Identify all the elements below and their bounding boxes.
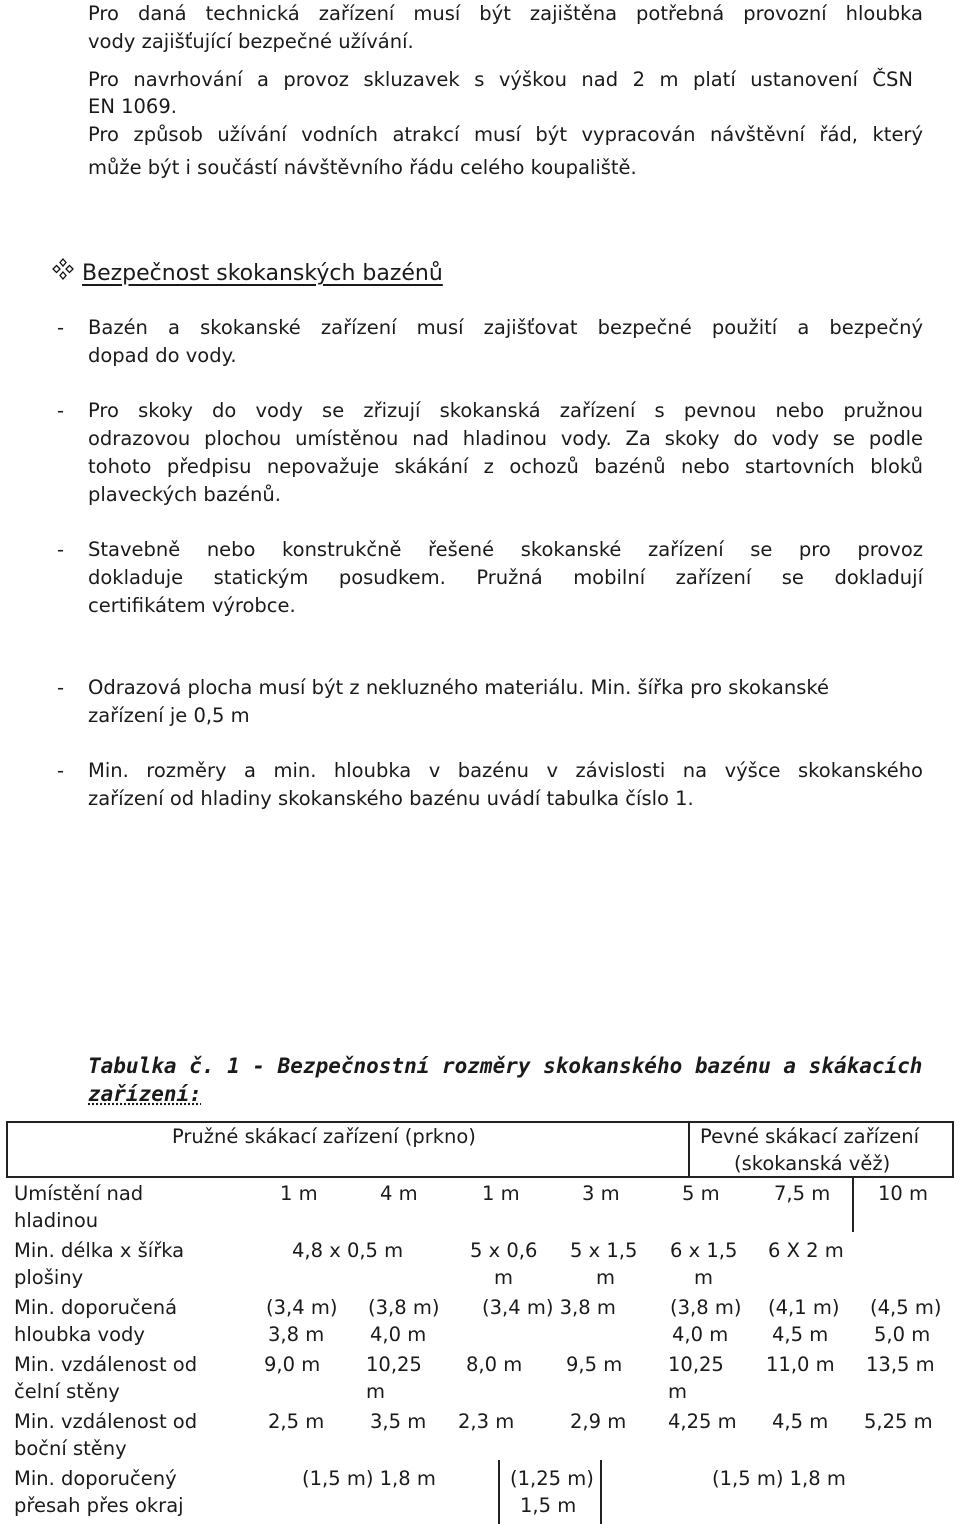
table-cell: 2,5 m [268, 1410, 325, 1433]
section-heading [52, 258, 443, 290]
table-divider-10m [852, 1176, 854, 1232]
item-2-dash: - [57, 399, 65, 422]
table-header-fixed-line-2: (skokanská věž) [734, 1152, 891, 1175]
table-cell: (1,5 m) 1,8 m [302, 1467, 436, 1490]
table-cell: (3,8 m) [670, 1296, 742, 1319]
item-4-dash: - [57, 676, 65, 699]
row-depth-label-1: Min. doporučená [14, 1296, 178, 1319]
table-cell: (3,4 m) [266, 1296, 338, 1319]
table-cell: 3,5 m [370, 1410, 427, 1433]
row-height-label-2: hladinou [14, 1209, 99, 1232]
table-cell: 13,5 m [866, 1353, 935, 1376]
table-cell: 1,5 m [520, 1494, 577, 1517]
table-cell: (1,25 m) [510, 1467, 594, 1490]
item-1-line-2: dopad do vody. [88, 344, 237, 367]
row-size-label-2: plošiny [14, 1266, 84, 1289]
table-cell: 8,0 m [466, 1353, 523, 1376]
row-size-label-1: Min. délka x šířka [14, 1239, 185, 1262]
table-divider-header [688, 1121, 690, 1177]
table-cell: 4,5 m [772, 1410, 829, 1433]
item-3-line-1: Stavebně nebo konstrukčně řešené skokanské zařízení se pro provoz [88, 538, 923, 561]
row-side-label-1: Min. vzdálenost od [14, 1410, 198, 1433]
item-3-line-3: certifikátem výrobce. [88, 594, 296, 617]
table-cell: 5 x 1,5 [570, 1239, 638, 1262]
item-1-line-1: Bazén a skokanské zařízení musí zajišťovat bezpečné použití a bezpečný [88, 316, 923, 339]
table-cell: 4,5 m [772, 1323, 829, 1346]
table-cell: (1,5 m) 1,8 m [712, 1467, 846, 1490]
table-cell: 5,25 m [864, 1410, 933, 1433]
table-cell: 9,5 m [566, 1353, 623, 1376]
paragraph-2-line-2: EN 1069. [88, 95, 177, 118]
item-2-line-1: Pro skoky do vody se zřizují skokanská zařízení s pevnou nebo pružnou [88, 399, 923, 422]
item-1-dash: - [57, 316, 65, 339]
table-cell: (4,5 m) [870, 1296, 942, 1319]
table-cell: 5,0 m [874, 1323, 931, 1346]
table-cell: 6 X 2 m [768, 1239, 844, 1262]
paragraph-3-line-1: Pro způsob užívání vodních atrakcí musí být vypracován návštěvní řád, který [88, 123, 923, 146]
item-5-dash: - [57, 759, 65, 782]
item-5-line-2: zařízení od hladiny skokanského bazénu uvádí tabulka číslo 1. [88, 787, 694, 810]
paragraph-1-line-1: Pro daná technická zařízení musí být zajištěna potřebná provozní hloubka [88, 2, 923, 25]
table-cell: (4,1 m) [768, 1296, 840, 1319]
table-border-right-top [952, 1121, 954, 1177]
section-title: Bezpečnost skokanských bazénů [82, 261, 443, 286]
table-cell: (3,4 m) 3,8 m [482, 1296, 616, 1319]
table-cell: 4,0 m [672, 1323, 729, 1346]
row-front-label-2: čelní stěny [14, 1380, 120, 1403]
row-overhang-label-1: Min. doporučený [14, 1467, 177, 1490]
table-cell: 2,9 m [570, 1410, 627, 1433]
table-cell: 4 m [380, 1182, 418, 1205]
item-4-line-1: Odrazová plocha musí být z nekluzného materiálu. Min. šířka pro skokanské [88, 676, 829, 699]
table-caption-line-1: Tabulka č. 1 - Bezpečnostní rozměry skokanského bazénu a skákacích [88, 1054, 923, 1078]
table-cell: 4,8 x 0,5 m [292, 1239, 404, 1262]
item-2-line-3: tohoto předpisu nepovažuje skákání z ochozů bazénů nebo startovních bloků [88, 455, 923, 478]
table-cell: 4,25 m [668, 1410, 737, 1433]
table-cell: (3,8 m) [368, 1296, 440, 1319]
paragraph-2-line-1: Pro navrhování a provoz skluzavek s výškou nad 2 m platí ustanovení ČSN [88, 68, 913, 91]
table-cell: 11,0 m [766, 1353, 835, 1376]
paragraph-3-line-2: může být i součástí návštěvního řádu celého koupaliště. [88, 156, 637, 179]
table-cell: m [694, 1266, 713, 1289]
row-overhang-label-2: přesah přes okraj [14, 1494, 184, 1517]
row-depth-label-2: hloubka vody [14, 1323, 145, 1346]
table-cell: 9,0 m [264, 1353, 321, 1376]
table-cell: 3,8 m [268, 1323, 325, 1346]
table-cell: 10 m [878, 1182, 929, 1205]
table-cell: 4,0 m [370, 1323, 427, 1346]
table-header-spring: Pružné skákací zařízení (prkno) [172, 1125, 476, 1148]
item-3-line-2: dokladuje statickým posudkem. Pružná mobilní zařízení se dokladují [88, 566, 923, 589]
table-cell: 1 m [482, 1182, 520, 1205]
item-2-line-2: odrazovou plochou umístěnou nad hladinou vody. Za skoky do vody se podle [88, 427, 923, 450]
table-cell: 3 m [582, 1182, 620, 1205]
table-cell: 10,25 [668, 1353, 724, 1376]
table-cell: 5 m [682, 1182, 720, 1205]
table-cell: 1 m [280, 1182, 318, 1205]
paragraph-1-line-2: vody zajišťující bezpečné užívání. [88, 30, 414, 53]
table-cell: 7,5 m [774, 1182, 831, 1205]
item-2-line-4: plaveckých bazénů. [88, 483, 281, 506]
table-cell: 6 x 1,5 [670, 1239, 738, 1262]
row-side-label-2: boční stěny [14, 1437, 127, 1460]
table-cell: m [668, 1380, 687, 1403]
table-cell: 5 x 0,6 [470, 1239, 538, 1262]
item-3-dash: - [57, 538, 65, 561]
table-cell: 10,25 [366, 1353, 422, 1376]
table-divider-overhang-2 [600, 1460, 602, 1524]
table-divider-overhang-1 [498, 1460, 500, 1524]
table-border-left-top [6, 1121, 8, 1177]
item-5-line-1: Min. rozměry a min. hloubka v bazénu v závislosti na výšce skokanského [88, 759, 923, 782]
row-front-label-1: Min. vzdálenost od [14, 1353, 198, 1376]
table-caption-line-2: zařízení: [88, 1082, 202, 1106]
table-cell: m [596, 1266, 615, 1289]
table-rule-header-left [6, 1176, 688, 1178]
diamond-cluster-icon [52, 258, 82, 290]
table-header-fixed-line-1: Pevné skákací zařízení [700, 1125, 920, 1148]
table-cell: m [494, 1266, 513, 1289]
table-cell: m [366, 1380, 385, 1403]
table-cell: 2,3 m [458, 1410, 515, 1433]
row-height-label-1: Umístění nad [14, 1182, 144, 1205]
item-4-line-2: zařízení je 0,5 m [88, 704, 250, 727]
